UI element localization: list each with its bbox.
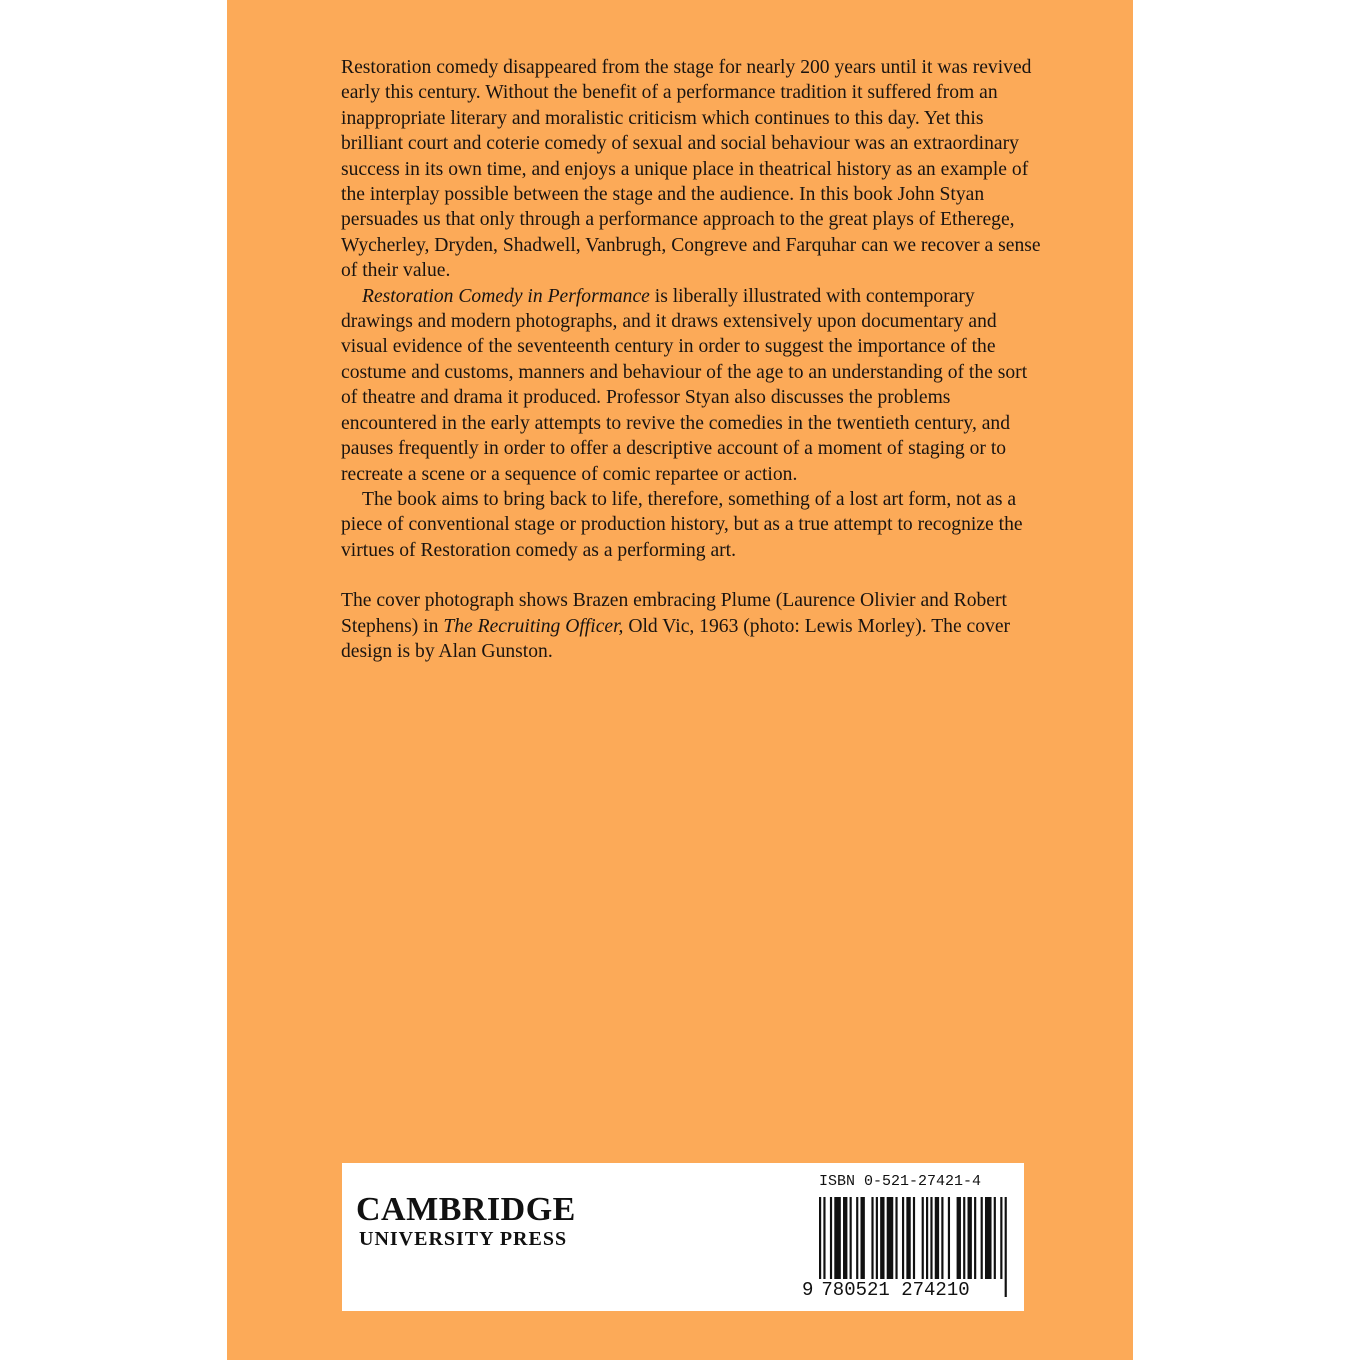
publisher-subtitle: UNIVERSITY PRESS xyxy=(359,1228,568,1250)
book-title: Restoration Comedy in Performance xyxy=(362,285,650,307)
blurb-paragraph-2-text: is liberally illustrated with contemporary drawings and modern photographs, and it draws extensively upon documentary and visual evidence of the seventeenth century in order to suggest the importance of the costume and customs, manners and behaviour of the age to an understanding of the sort of theatre and drama it produced. Professor Styan also discusses the problems encountered in the early attempts to revive the comedies in the twentieth century, and pauses frequently in order to offer a descriptive account of a moment of staging or to recreate a scene or a sequence of comic repartee or action. xyxy=(341,285,1028,485)
blurb-paragraph-1: Restoration comedy disappeared from the stage for nearly 200 years until it was revived early this century. Without the benefit of a performance tradition it suffered from an inappropriate literary and moralistic criticism which continues to this day. Yet this brilliant court and coterie comedy of sexual and social behaviour was an extraordinary success in its own time, and enjoys a unique place in theatrical history as an example of the interplay possible between the stage and the audience. In this book John Styan persuades us that only through a performance approach to the great plays of Etherege, Wycherley, Dryden, Shadwell, Vanbrugh, Congreve and Farquhar can we recover a sense of their value. xyxy=(341,57,1041,282)
blurb-text xyxy=(341,55,1041,664)
publisher-name: CAMBRIDGE xyxy=(356,1191,576,1228)
publisher-label xyxy=(342,1163,1024,1311)
blurb-paragraph-2 xyxy=(341,284,1041,487)
cover-credit xyxy=(341,588,1041,664)
blurb-paragraph-3: The book aims to bring back to life, therefore, something of a lost art form, not as a piece of conventional stage or production history, but as a true attempt to recognize the virtues of Restoration comedy as a performing art. xyxy=(341,488,1023,561)
cover-credit-text-end: Old Vic, 1963 (photo: Lewis Morley). The cover design is by Alan Gunston. xyxy=(341,615,1011,662)
barcode-number: 780521 274210 xyxy=(821,1279,970,1301)
back-cover xyxy=(227,0,1133,1360)
barcode-lead-digit: 9 xyxy=(802,1279,814,1301)
barcode-digits xyxy=(802,1279,970,1301)
cover-credit-text: The cover photograph shows Brazen embracing Plume (Laurence Olivier and Robert Stephens) in xyxy=(341,590,1007,637)
isbn-label: ISBN 0-521-27421-4 xyxy=(819,1173,982,1190)
play-title: The Recruiting Officer, xyxy=(443,615,624,637)
